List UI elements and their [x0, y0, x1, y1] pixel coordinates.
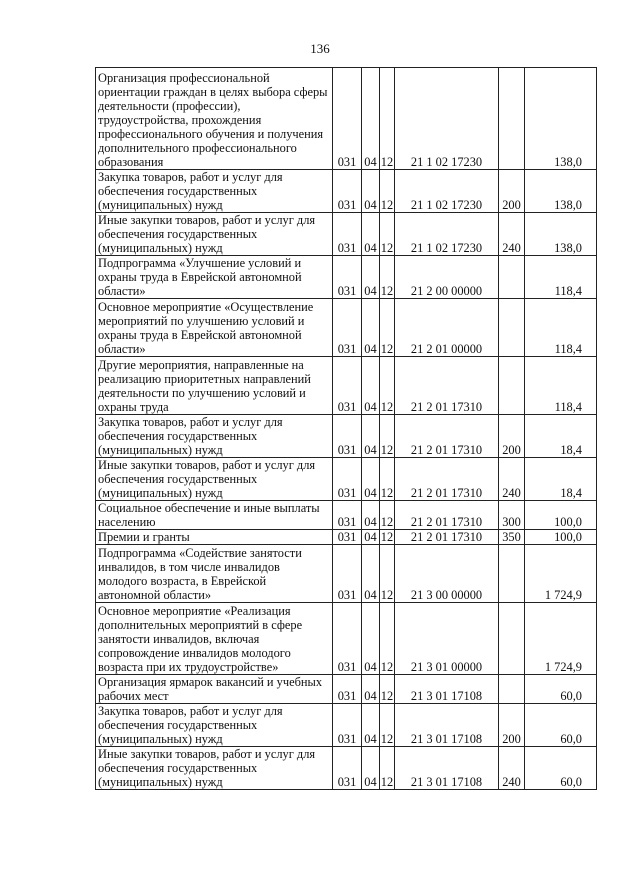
section-code: 04: [362, 747, 380, 790]
amount: 18,4: [525, 415, 597, 458]
section-code: 04: [362, 675, 380, 704]
subsection-code: 12: [380, 603, 395, 675]
row-name: Другие мероприятия, направленные на реализацию приоритетных направлений деятельности по улучшению условий и охраны труда: [96, 357, 333, 415]
section-code: 04: [362, 213, 380, 256]
subsection-code: 12: [380, 170, 395, 213]
row-name: Иные закупки товаров, работ и услуг для обеспечения государственных (муниципальных) нужд: [96, 747, 333, 790]
amount: 118,4: [525, 256, 597, 299]
subsection-code: 12: [380, 213, 395, 256]
subsection-code: 12: [380, 415, 395, 458]
amount: 1 724,9: [525, 603, 597, 675]
row-name: Закупка товаров, работ и услуг для обеспечения государственных (муниципальных) нужд: [96, 704, 333, 747]
section-code: 04: [362, 501, 380, 530]
amount: 60,0: [525, 704, 597, 747]
table-row: [96, 458, 597, 501]
table-row: [96, 675, 597, 704]
subsection-code: 12: [380, 747, 395, 790]
section-code: 04: [362, 545, 380, 603]
table-row: [96, 415, 597, 458]
row-name: Закупка товаров, работ и услуг для обеспечения государственных (муниципальных) нужд: [96, 170, 333, 213]
amount: 118,4: [525, 299, 597, 357]
subsection-code: 12: [380, 458, 395, 501]
row-name: Иные закупки товаров, работ и услуг для обеспечения государственных (муниципальных) нужд: [96, 213, 333, 256]
expense-type-code: 300: [499, 501, 525, 530]
target-article-code: 21 2 01 17310: [395, 357, 499, 415]
row-name: Организация ярмарок вакансий и учебных рабочих мест: [96, 675, 333, 704]
target-article-code: 21 1 02 17230: [395, 170, 499, 213]
expense-type-code: 200: [499, 415, 525, 458]
row-name: Социальное обеспечение и иные выплаты населению: [96, 501, 333, 530]
target-article-code: 21 1 02 17230: [395, 213, 499, 256]
row-name: Организация профессиональной ориентации граждан в целях выбора сферы деятельности (профессии), трудоустройства, прохождения профессионального обучения и получения дополнительного профессионального образования: [96, 68, 333, 170]
amount: 138,0: [525, 170, 597, 213]
amount: 118,4: [525, 357, 597, 415]
subsection-code: 12: [380, 545, 395, 603]
ministry-code: 031: [333, 170, 362, 213]
ministry-code: 031: [333, 603, 362, 675]
target-article-code: 21 2 01 17310: [395, 415, 499, 458]
target-article-code: 21 2 00 00000: [395, 256, 499, 299]
budget-table-body: [96, 68, 597, 790]
expense-type-code: 240: [499, 213, 525, 256]
row-name: Премии и гранты: [96, 530, 333, 545]
target-article-code: 21 3 01 00000: [395, 603, 499, 675]
subsection-code: 12: [380, 68, 395, 170]
budget-table: [95, 67, 597, 790]
subsection-code: 12: [380, 675, 395, 704]
subsection-code: 12: [380, 530, 394, 544]
row-name: Иные закупки товаров, работ и услуг для обеспечения государственных (муниципальных) нужд: [96, 458, 333, 501]
target-article-code: 21 1 02 17230: [395, 68, 499, 170]
table-row: [96, 530, 597, 545]
amount: 60,0: [525, 675, 597, 704]
expense-type-code: 200: [499, 170, 525, 213]
subsection-code: 12: [380, 299, 395, 357]
row-name: Подпрограмма «Содействие занятости инвалидов, в том числе инвалидов молодого возраста, в Еврейской автономной области»: [96, 545, 333, 603]
target-article-code: 21 3 01 17108: [395, 704, 499, 747]
subsection-code: 12: [380, 357, 395, 415]
row-name: Основное мероприятие «Реализация дополнительных мероприятий в сфере занятости инвалидов, включая сопровождение инвалидов молодого возраста при их трудоустройстве»: [96, 603, 333, 675]
amount: 100,0: [525, 501, 597, 530]
section-code: 04: [362, 68, 380, 170]
expense-type-code: [499, 357, 525, 415]
ministry-code: 031: [333, 458, 362, 501]
amount: 60,0: [525, 747, 597, 790]
subsection-code: 12: [380, 704, 395, 747]
table-row: [96, 747, 597, 790]
target-article-code: 21 2 01 17310: [395, 458, 499, 501]
ministry-code: 031: [333, 704, 362, 747]
target-article-code: 21 2 01 00000: [395, 299, 499, 357]
table-row: [96, 170, 597, 213]
target-article-code: 21 2 01 17310: [395, 530, 499, 545]
row-name: Закупка товаров, работ и услуг для обеспечения государственных (муниципальных) нужд: [96, 415, 333, 458]
row-name: Подпрограмма «Улучшение условий и охраны труда в Еврейской автономной области»: [96, 256, 333, 299]
row-name: Основное мероприятие «Осуществление мероприятий по улучшению условий и охраны труда в Еврейской автономной области»: [96, 299, 333, 357]
expense-type-code: 240: [499, 747, 525, 790]
section-code: 04: [362, 458, 380, 501]
ministry-code: 031: [333, 747, 362, 790]
ministry-code: 031: [333, 530, 362, 545]
expense-type-code: 200: [499, 704, 525, 747]
expense-type-code: 240: [499, 458, 525, 501]
amount: 100,0: [525, 530, 597, 545]
table-row: [96, 256, 597, 299]
expense-type-code: [499, 603, 525, 675]
ministry-code: 031: [333, 501, 362, 530]
ministry-code: 031: [333, 256, 362, 299]
ministry-code: 031: [333, 415, 362, 458]
amount: 18,4: [525, 458, 597, 501]
table-row: [96, 299, 597, 357]
table-row: [96, 213, 597, 256]
ministry-code: 031: [333, 357, 362, 415]
section-code: 04: [362, 170, 380, 213]
amount: 138,0: [525, 68, 597, 170]
ministry-code: 031: [333, 545, 362, 603]
expense-type-code: [499, 256, 525, 299]
page-number: 136: [310, 41, 330, 56]
table-row: [96, 357, 597, 415]
table-row: [96, 501, 597, 530]
expense-type-code: [499, 675, 525, 704]
section-code: 04: [362, 299, 380, 357]
target-article-code: 21 3 01 17108: [395, 675, 499, 704]
amount: 1 724,9: [525, 545, 597, 603]
table-row: [96, 704, 597, 747]
table-row: [96, 545, 597, 603]
section-code: 04: [362, 530, 380, 545]
subsection-code: 12: [380, 501, 395, 530]
ministry-code: 031: [333, 299, 362, 357]
section-code: 04: [362, 704, 380, 747]
section-code: 04: [362, 256, 380, 299]
section-code: 04: [362, 357, 380, 415]
ministry-code: 031: [333, 68, 362, 170]
ministry-code: 031: [333, 675, 362, 704]
target-article-code: 21 3 01 17108: [395, 747, 499, 790]
section-code: 04: [362, 603, 380, 675]
table-row: [96, 68, 597, 170]
expense-type-code: 350: [499, 530, 525, 545]
subsection-code: 12: [380, 256, 395, 299]
expense-type-code: [499, 68, 525, 170]
amount: 138,0: [525, 213, 597, 256]
expense-type-code: [499, 299, 525, 357]
ministry-code: 031: [333, 213, 362, 256]
target-article-code: 21 3 00 00000: [395, 545, 499, 603]
table-row: [96, 603, 597, 675]
target-article-code: 21 2 01 17310: [395, 501, 499, 530]
expense-type-code: [499, 545, 525, 603]
section-code: 04: [362, 415, 380, 458]
